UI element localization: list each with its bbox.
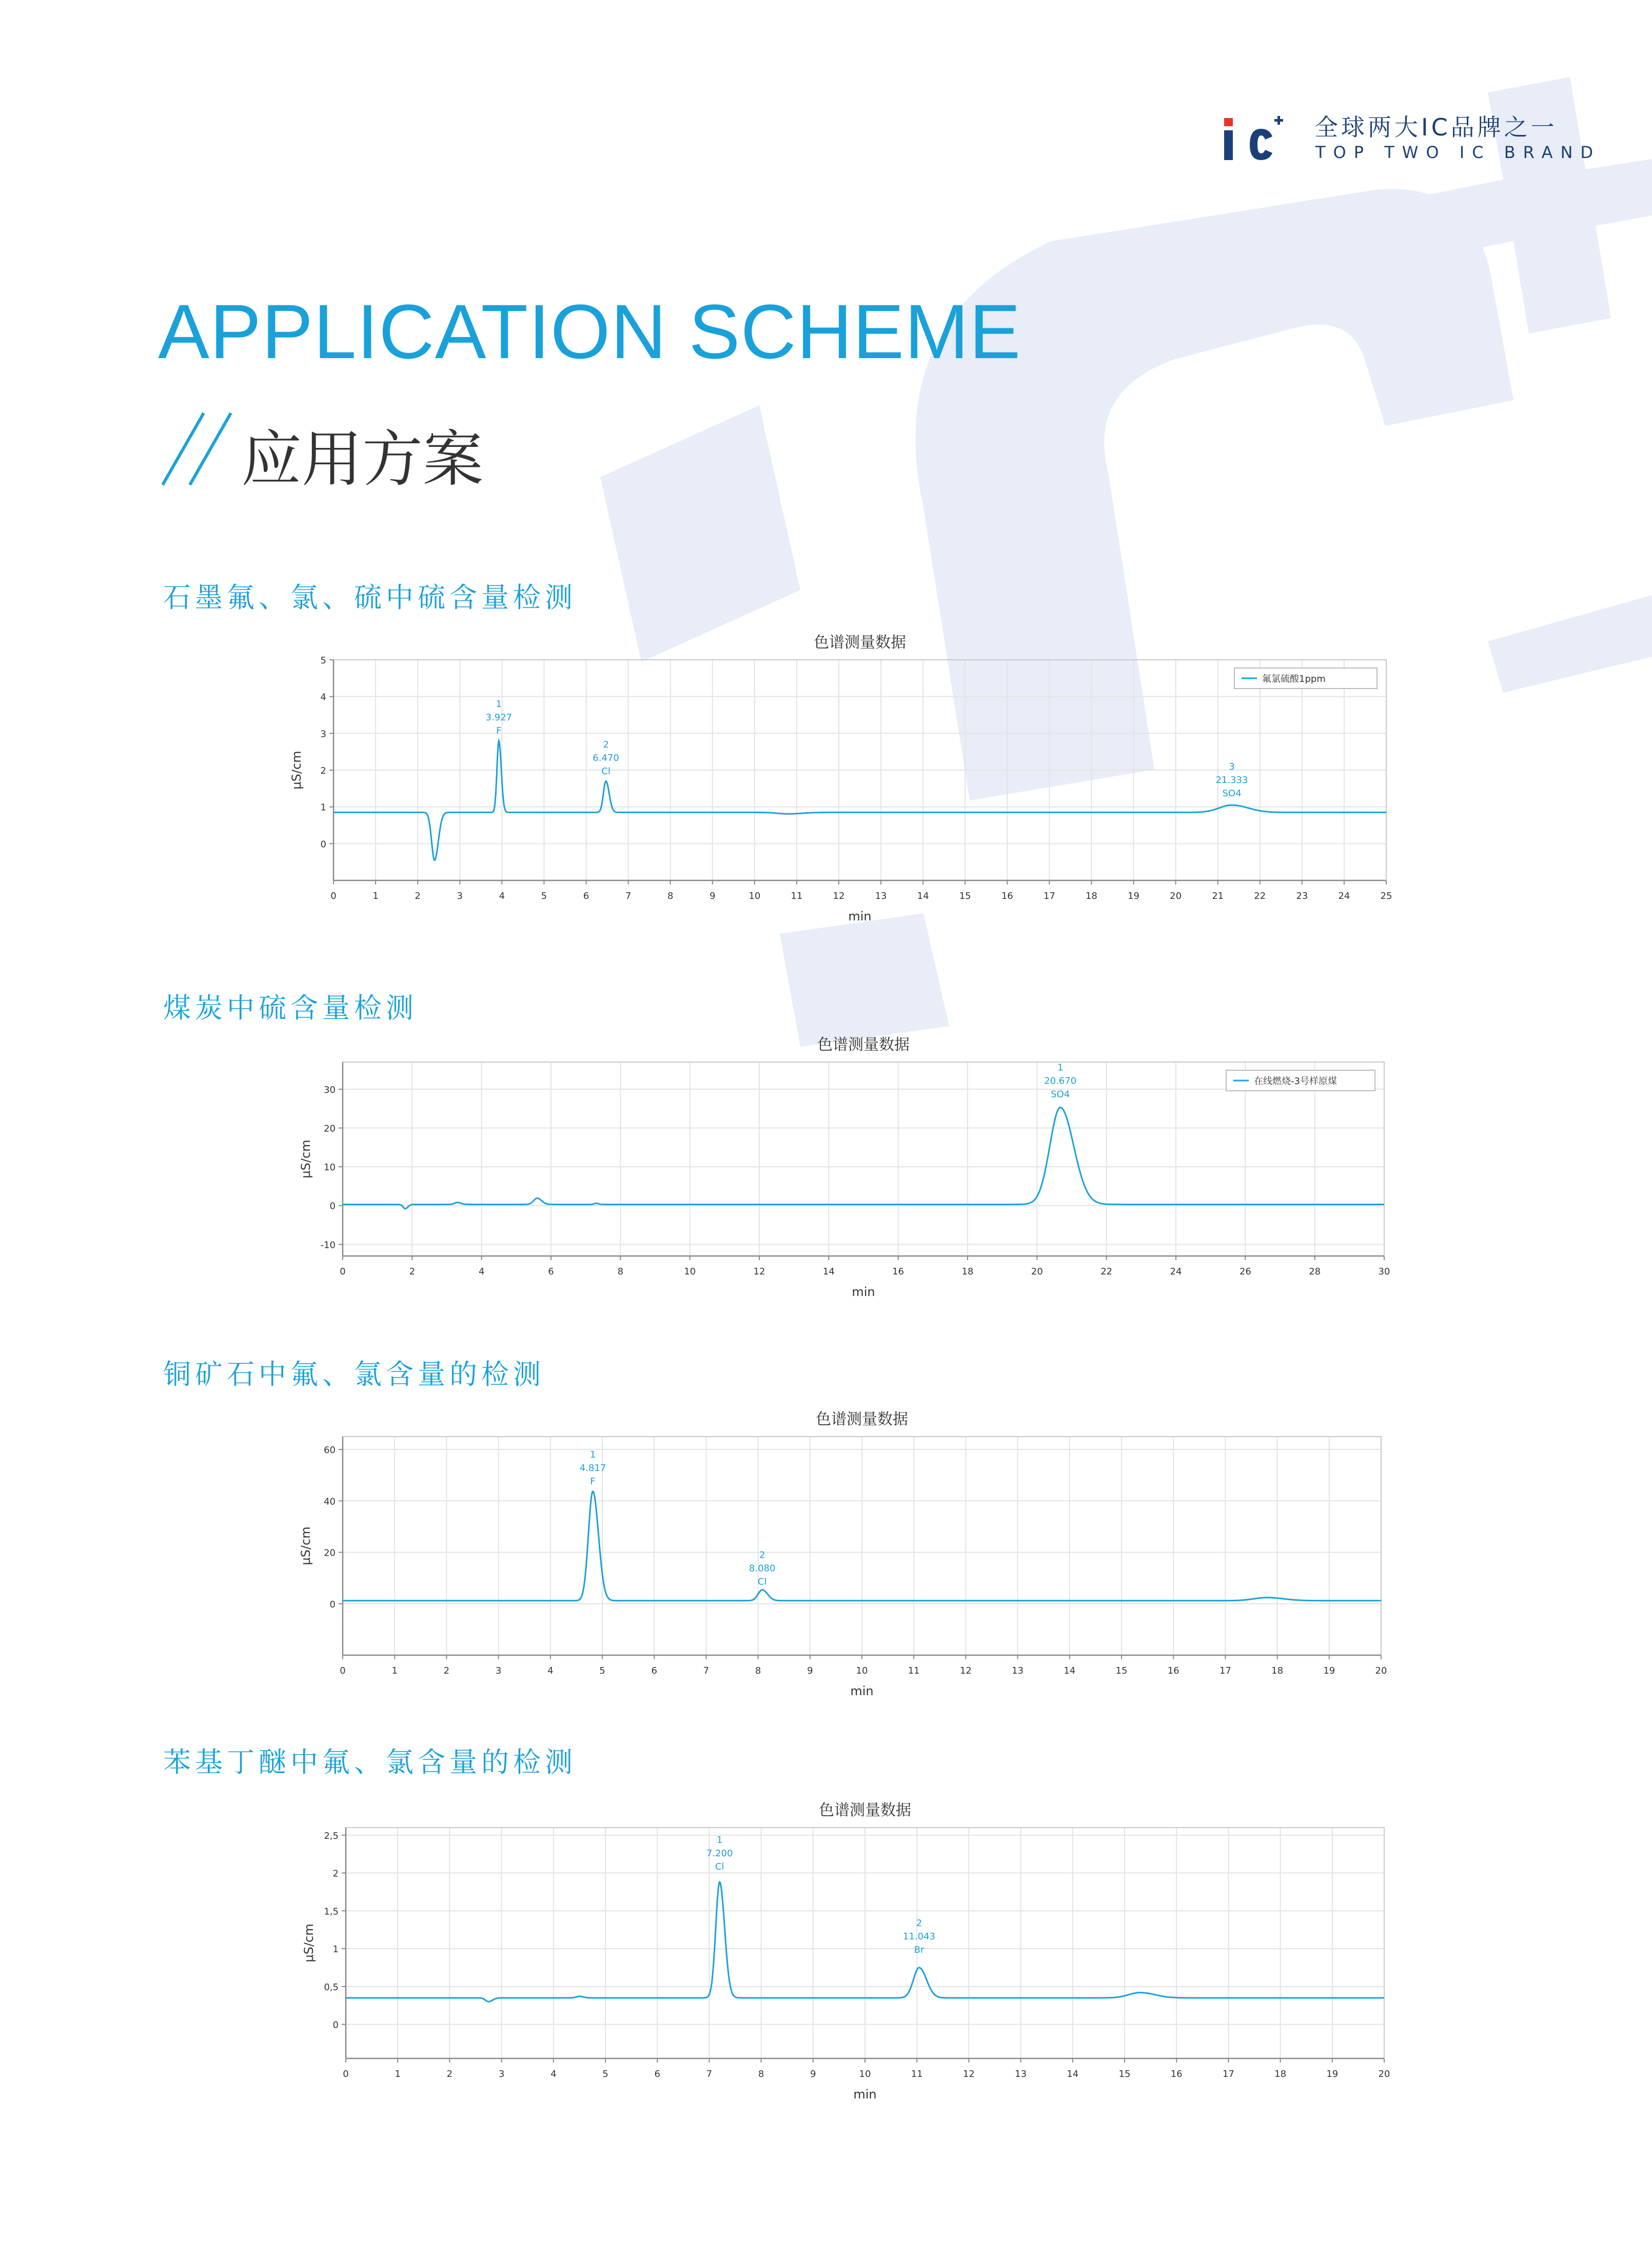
peak-number: 1 <box>589 1449 596 1461</box>
x-tick-label: 8 <box>755 1665 761 1676</box>
peak-number: 1 <box>716 1834 723 1846</box>
chart-legend <box>1226 1070 1375 1091</box>
y-tick-label: 3 <box>320 729 326 740</box>
peak-number: 1 <box>496 699 502 710</box>
peak-label <box>593 739 619 777</box>
x-tick-label: 20 <box>1031 1266 1043 1277</box>
x-tick-label: 12 <box>962 2069 975 2079</box>
x-tick-label: 8 <box>617 1266 624 1277</box>
brand-tagline-en: TOP TWO IC BRAND <box>1315 143 1601 162</box>
series-line <box>333 741 1386 860</box>
x-tick-label: 8 <box>758 2069 764 2079</box>
x-tick-label: 19 <box>1323 1665 1335 1676</box>
x-axis-label: min <box>848 909 872 924</box>
x-tick-label: 0 <box>343 2069 349 2079</box>
y-tick-label: 0 <box>320 839 326 850</box>
x-tick-label: 15 <box>1115 1665 1128 1676</box>
x-tick-label: 24 <box>1170 1266 1182 1277</box>
legend-label: 在线燃烧-3号样原煤 <box>1254 1076 1337 1087</box>
x-tick-label: 28 <box>1309 1266 1321 1277</box>
x-tick-label: 18 <box>1271 1665 1284 1676</box>
x-tick-label: 13 <box>1012 1665 1024 1676</box>
x-tick-label: 12 <box>833 891 845 901</box>
x-tick-label: 2 <box>409 1266 416 1277</box>
x-tick-label: 14 <box>1067 2069 1079 2079</box>
x-tick-label: 22 <box>1254 891 1266 901</box>
x-tick-label: 20 <box>1170 891 1182 901</box>
x-tick-label: 16 <box>1001 891 1013 901</box>
y-axis-label: μS/cm <box>299 1140 313 1179</box>
peak-retention-time: 3.927 <box>485 712 513 723</box>
peak-retention-time: 4.817 <box>579 1463 606 1474</box>
y-tick-label: 0,5 <box>324 1981 339 1993</box>
x-tick-label: 3 <box>498 2069 505 2079</box>
x-tick-label: 10 <box>684 1266 696 1277</box>
x-tick-label: 1 <box>391 1665 398 1676</box>
x-tick-label: 11 <box>911 2069 923 2079</box>
peak-ion: F <box>496 725 502 737</box>
x-tick-label: 6 <box>548 1266 554 1277</box>
x-tick-label: 30 <box>1378 1266 1390 1277</box>
x-tick-label: 0 <box>340 1665 346 1676</box>
x-tick-label: 17 <box>1222 2069 1234 2079</box>
x-tick-label: 18 <box>1085 891 1097 901</box>
legend-label: 氟氯硫酸1ppm <box>1262 674 1326 684</box>
chart-3 <box>299 1410 1387 1698</box>
x-tick-label: 17 <box>1043 891 1055 901</box>
y-tick-label: 1 <box>320 802 326 813</box>
x-tick-label: 12 <box>959 1665 972 1676</box>
x-tick-label: 10 <box>856 1665 868 1676</box>
brand-tagline-cn: 全球两大IC品牌之一 <box>1314 113 1558 141</box>
x-tick-label: 18 <box>961 1266 974 1277</box>
x-tick-label: 4 <box>478 1266 485 1277</box>
y-tick-label: 60 <box>324 1445 336 1456</box>
peak-retention-time: 7.200 <box>706 1848 733 1859</box>
chart-1 <box>289 634 1392 924</box>
chart-2 <box>299 1036 1390 1299</box>
chart-legend <box>1234 668 1377 689</box>
y-tick-label: 0 <box>329 1201 336 1212</box>
y-tick-label: 5 <box>320 655 326 666</box>
x-tick-label: 18 <box>1274 2069 1287 2079</box>
section-heading-phenyl-butyl-ether: 苯基丁醚中氟、氯含量的检测 <box>163 1746 577 1778</box>
x-tick-label: 10 <box>749 891 761 901</box>
y-tick-label: 4 <box>320 692 326 703</box>
chart-4 <box>302 1801 1390 2102</box>
x-axis-label: min <box>853 2087 877 2102</box>
x-tick-label: 9 <box>810 2069 816 2079</box>
peak-retention-time: 21.333 <box>1215 775 1248 786</box>
x-tick-label: 12 <box>753 1266 765 1277</box>
x-tick-label: 13 <box>1015 2069 1027 2079</box>
x-tick-label: 3 <box>457 891 463 901</box>
x-tick-label: 0 <box>330 891 337 901</box>
chart-title: 色谱测量数据 <box>817 1036 910 1054</box>
peak-label <box>903 1918 935 1955</box>
chart-title: 色谱测量数据 <box>819 1801 911 1819</box>
y-tick-label: -10 <box>320 1240 336 1251</box>
x-tick-label: 15 <box>1118 2069 1131 2079</box>
y-tick-label: 30 <box>324 1084 336 1095</box>
peak-ion: F <box>590 1476 596 1487</box>
x-tick-label: 20 <box>1375 1665 1387 1676</box>
x-tick-label: 16 <box>1167 1665 1179 1676</box>
x-tick-label: 4 <box>499 891 505 901</box>
x-tick-label: 8 <box>667 891 674 901</box>
x-tick-label: 16 <box>892 1266 904 1277</box>
chart-title: 色谱测量数据 <box>814 634 906 652</box>
x-tick-label: 25 <box>1380 891 1392 901</box>
x-tick-label: 2 <box>415 891 421 901</box>
x-tick-label: 19 <box>1128 891 1139 901</box>
x-tick-label: 5 <box>541 891 547 901</box>
peak-number: 2 <box>603 739 609 750</box>
peak-ion: Cl <box>757 1576 767 1587</box>
y-tick-label: 40 <box>324 1496 336 1507</box>
peak-label <box>706 1835 733 1872</box>
x-tick-label: 11 <box>908 1665 920 1676</box>
peak-ion: SO4 <box>1051 1089 1070 1100</box>
x-tick-label: 9 <box>709 891 716 901</box>
x-tick-label: 14 <box>822 1266 835 1277</box>
x-tick-label: 0 <box>340 1266 346 1277</box>
y-tick-label: 20 <box>324 1547 336 1559</box>
x-axis-label: min <box>852 1285 875 1299</box>
x-tick-label: 21 <box>1212 891 1224 901</box>
x-tick-label: 2 <box>443 1665 450 1676</box>
y-axis-label: μS/cm <box>289 751 304 790</box>
y-tick-label: 2 <box>320 766 326 776</box>
y-axis-label: μS/cm <box>302 1924 316 1962</box>
peak-label <box>1216 761 1248 799</box>
x-tick-label: 15 <box>959 891 971 901</box>
y-tick-label: 1,5 <box>324 1906 339 1917</box>
y-tick-label: 1 <box>332 1944 339 1955</box>
peak-retention-time: 20.670 <box>1044 1075 1077 1087</box>
x-tick-label: 14 <box>1064 1665 1076 1676</box>
x-tick-label: 14 <box>917 891 929 901</box>
x-tick-label: 20 <box>1378 2069 1390 2079</box>
peak-label <box>749 1550 776 1587</box>
peak-ion: Cl <box>715 1861 724 1872</box>
x-tick-label: 2 <box>446 2069 453 2079</box>
x-tick-label: 7 <box>625 891 632 901</box>
x-tick-label: 1 <box>395 2069 401 2079</box>
page-title-en: APPLICATION SCHEME <box>158 288 1021 375</box>
chart-title: 色谱测量数据 <box>816 1410 908 1428</box>
x-tick-label: 6 <box>654 2069 660 2079</box>
x-tick-label: 10 <box>859 2069 871 2079</box>
x-tick-label: 24 <box>1338 891 1350 901</box>
peak-retention-time: 8.080 <box>749 1563 776 1574</box>
x-tick-label: 6 <box>651 1665 657 1676</box>
x-tick-label: 6 <box>583 891 589 901</box>
x-tick-label: 7 <box>703 1665 710 1676</box>
peak-number: 1 <box>1057 1062 1064 1073</box>
peak-ion: Cl <box>601 766 611 777</box>
x-tick-label: 22 <box>1100 1266 1113 1277</box>
section-heading-coal: 煤炭中硫含量检测 <box>163 992 418 1024</box>
x-tick-label: 9 <box>807 1665 813 1676</box>
x-tick-label: 5 <box>602 2069 608 2079</box>
x-tick-label: 11 <box>791 891 803 901</box>
peak-retention-time: 11.043 <box>903 1931 936 1942</box>
page-title-cn: 应用方案 <box>241 424 484 495</box>
peak-ion: SO4 <box>1222 788 1242 799</box>
section-heading-graphite: 石墨氟、氯、硫中硫含量检测 <box>163 581 577 614</box>
y-tick-label: 2 <box>332 1868 339 1879</box>
x-axis-label: min <box>850 1684 874 1698</box>
x-tick-label: 4 <box>550 2069 557 2079</box>
x-tick-label: 17 <box>1219 1665 1231 1676</box>
x-tick-label: 1 <box>372 891 379 901</box>
x-tick-label: 19 <box>1326 2069 1339 2079</box>
x-tick-label: 13 <box>875 891 887 901</box>
series-line <box>343 1108 1384 1209</box>
peak-label <box>486 699 513 736</box>
x-tick-label: 26 <box>1239 1266 1251 1277</box>
x-tick-label: 5 <box>599 1665 605 1676</box>
y-tick-label: 0 <box>329 1599 336 1610</box>
x-tick-label: 4 <box>547 1665 554 1676</box>
x-tick-label: 23 <box>1296 891 1308 901</box>
section-heading-copper-ore: 铜矿石中氟、氯含量的检测 <box>163 1358 545 1390</box>
peak-number: 2 <box>916 1918 922 1929</box>
peak-ion: Br <box>914 1945 925 1956</box>
y-tick-label: 20 <box>324 1123 336 1134</box>
x-tick-label: 3 <box>495 1665 502 1676</box>
peak-number: 3 <box>1229 761 1235 772</box>
peak-retention-time: 6.470 <box>593 753 619 763</box>
y-tick-label: 0 <box>332 2019 339 2031</box>
x-tick-label: 7 <box>706 2069 713 2079</box>
peak-number: 2 <box>759 1549 765 1561</box>
x-tick-label: 16 <box>1170 2069 1183 2079</box>
y-axis-label: μS/cm <box>299 1526 313 1565</box>
peak-label <box>1044 1062 1076 1100</box>
y-tick-label: 2,5 <box>324 1830 339 1841</box>
y-tick-label: 10 <box>324 1162 336 1173</box>
